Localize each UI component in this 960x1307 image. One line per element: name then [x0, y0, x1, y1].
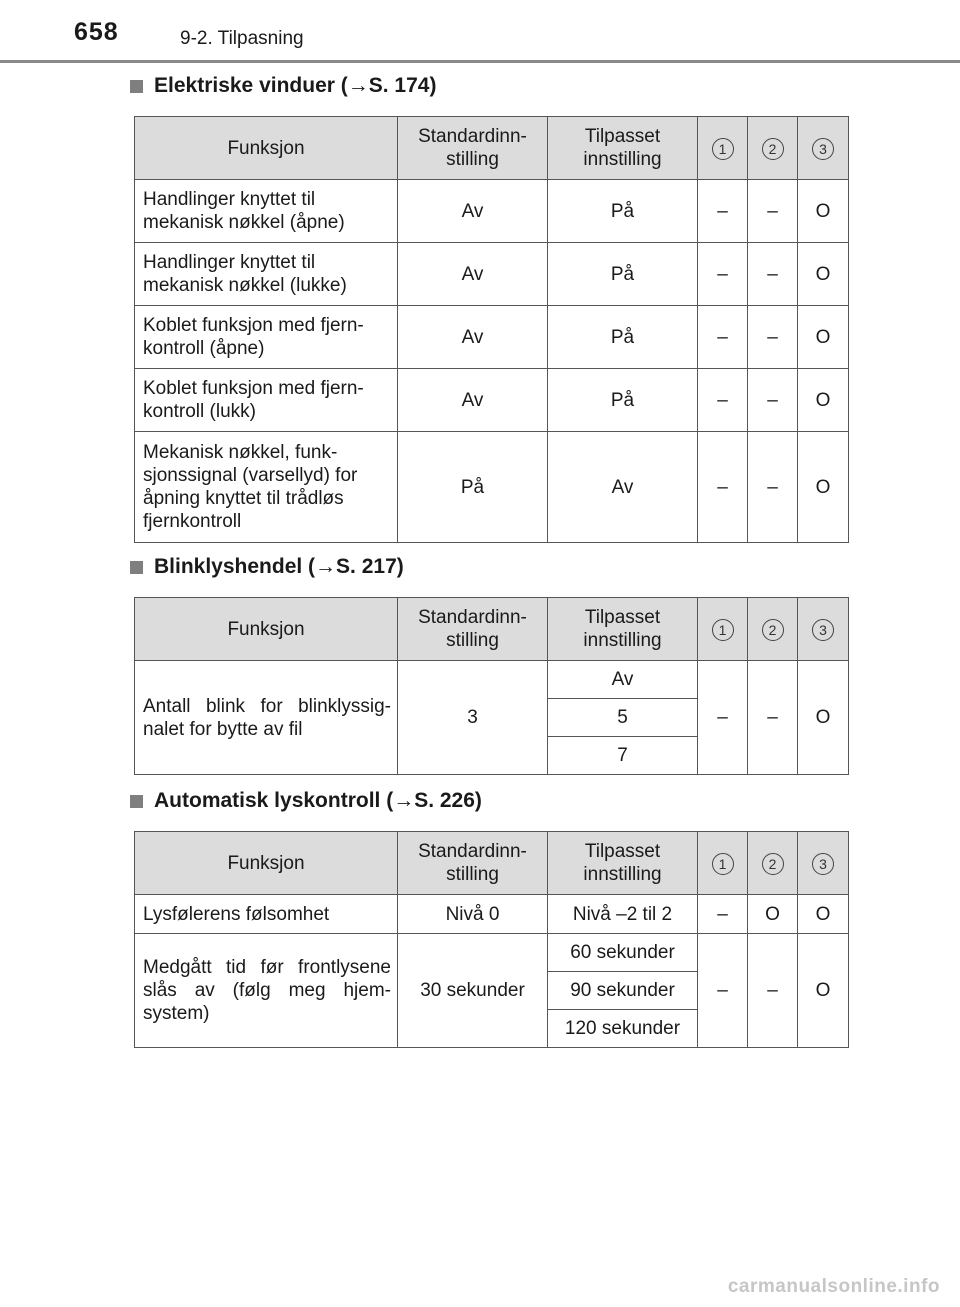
- cell-mark-2: –: [748, 661, 798, 775]
- table-row: [135, 432, 849, 543]
- col-setting-2: [748, 117, 798, 180]
- cell-default: Av: [398, 369, 548, 432]
- section-heading-text: Automatisk lyskontroll (: [154, 789, 394, 812]
- cell-function: Medgått tid før frontlysene slås av (følg meg hjem-system): [135, 934, 398, 1048]
- cell-mark-2: –: [748, 306, 798, 369]
- cell-default: 3: [398, 661, 548, 775]
- circled-1-icon: 1: [712, 619, 734, 641]
- header-rule: [0, 60, 960, 63]
- cell-mark-3: O: [798, 243, 849, 306]
- cell-default: 30 sekunder: [398, 934, 548, 1048]
- col-function: Funksjon: [135, 117, 398, 180]
- col-setting-2: [748, 598, 798, 661]
- col-function: Funksjon: [135, 832, 398, 895]
- col-setting-1: [698, 832, 748, 895]
- table-header-row: [135, 117, 849, 180]
- circled-3-icon: 3: [812, 138, 834, 160]
- circled-2-icon: 2: [762, 619, 784, 641]
- cell-custom: På: [548, 243, 698, 306]
- cell-custom: 120 sekunder: [548, 1010, 698, 1048]
- chapter-title: 9-2. Tilpasning: [180, 28, 304, 49]
- cell-function: Handlinger knyttet til mekanisk nøkkel (lukke): [135, 243, 398, 306]
- cell-function: Koblet funksjon med fjern-kontroll (lukk): [135, 369, 398, 432]
- cell-default: Av: [398, 243, 548, 306]
- arrow-icon: →: [315, 555, 337, 578]
- watermark-text: carmanualsonline.info: [727, 1276, 940, 1297]
- cell-mark-2: –: [748, 934, 798, 1048]
- cell-custom: Nivå –2 til 2: [548, 895, 698, 934]
- section-heading-power-windows: [130, 74, 436, 98]
- cell-custom: 7: [548, 737, 698, 775]
- col-function: Funksjon: [135, 598, 398, 661]
- cell-mark-3: O: [798, 180, 849, 243]
- arrow-icon: →: [393, 789, 415, 812]
- circled-3-icon: 3: [812, 853, 834, 875]
- circled-2-icon: 2: [762, 853, 784, 875]
- cell-custom: 60 sekunder: [548, 934, 698, 972]
- cell-default: Av: [398, 306, 548, 369]
- section-heading-ref: S. 226): [414, 789, 482, 812]
- circled-1-icon: 1: [712, 138, 734, 160]
- cell-mark-1: –: [698, 432, 748, 543]
- cell-custom: Av: [548, 432, 698, 543]
- cell-function: Handlinger knyttet til mekanisk nøkkel (åpne): [135, 180, 398, 243]
- section-heading-text: Blinklyshendel (: [154, 555, 316, 578]
- col-custom: Tilpasset innstilling: [548, 832, 698, 895]
- cell-default: Av: [398, 180, 548, 243]
- col-setting-1: [698, 117, 748, 180]
- cell-mark-2: –: [748, 243, 798, 306]
- table-row: [135, 306, 849, 369]
- col-custom: Tilpasset innstilling: [548, 598, 698, 661]
- col-setting-2: [748, 832, 798, 895]
- cell-mark-1: –: [698, 243, 748, 306]
- cell-mark-2: –: [748, 432, 798, 543]
- table-row: [135, 180, 849, 243]
- cell-default: På: [398, 432, 548, 543]
- col-setting-3: [798, 598, 849, 661]
- cell-function: Antall blink for blinklyssig-nalet for bytte av fil: [135, 661, 398, 775]
- cell-function: Lysfølerens følsomhet: [135, 895, 398, 934]
- table-power-windows: [134, 116, 849, 543]
- cell-custom: Av: [548, 661, 698, 699]
- col-custom: Tilpasset innstilling: [548, 117, 698, 180]
- cell-mark-1: –: [698, 369, 748, 432]
- cell-mark-3: O: [798, 432, 849, 543]
- table-header-row: [135, 832, 849, 895]
- cell-mark-2: –: [748, 180, 798, 243]
- table-row: [135, 243, 849, 306]
- cell-default: Nivå 0: [398, 895, 548, 934]
- col-setting-3: [798, 832, 849, 895]
- page-number: 658: [74, 18, 119, 46]
- cell-custom: På: [548, 369, 698, 432]
- table-header-row: [135, 598, 849, 661]
- cell-mark-1: –: [698, 306, 748, 369]
- bullet-square-icon: [130, 561, 143, 574]
- cell-custom: På: [548, 180, 698, 243]
- circled-1-icon: 1: [712, 853, 734, 875]
- table-row: [135, 369, 849, 432]
- col-setting-3: [798, 117, 849, 180]
- table-row: [135, 661, 849, 699]
- cell-mark-1: –: [698, 661, 748, 775]
- cell-mark-1: –: [698, 180, 748, 243]
- cell-mark-1: –: [698, 934, 748, 1048]
- circled-3-icon: 3: [812, 619, 834, 641]
- cell-mark-3: O: [798, 661, 849, 775]
- col-default: Standardinn- stilling: [398, 598, 548, 661]
- circled-2-icon: 2: [762, 138, 784, 160]
- cell-mark-3: O: [798, 306, 849, 369]
- cell-mark-3: O: [798, 369, 849, 432]
- cell-mark-3: O: [798, 934, 849, 1048]
- cell-function: Mekanisk nøkkel, funk-sjonssignal (varsellyd) for åpning knyttet til trådløs fjernkontroll: [135, 432, 398, 543]
- section-heading-ref: S. 217): [336, 555, 404, 578]
- table-turn-signal: [134, 597, 849, 775]
- cell-custom: På: [548, 306, 698, 369]
- col-setting-1: [698, 598, 748, 661]
- cell-mark-2: –: [748, 369, 798, 432]
- cell-function: Koblet funksjon med fjern-kontroll (åpne): [135, 306, 398, 369]
- cell-custom: 90 sekunder: [548, 972, 698, 1010]
- col-default: Standardinn- stilling: [398, 117, 548, 180]
- cell-mark-3: O: [798, 895, 849, 934]
- bullet-square-icon: [130, 795, 143, 808]
- section-heading-text: Elektriske vinduer (: [154, 74, 348, 97]
- cell-mark-2: O: [748, 895, 798, 934]
- table-row: [135, 895, 849, 934]
- col-default: Standardinn- stilling: [398, 832, 548, 895]
- table-auto-light: [134, 831, 849, 1048]
- bullet-square-icon: [130, 80, 143, 93]
- section-heading-turn-signal: [130, 555, 404, 579]
- page-header: [0, 0, 960, 62]
- section-heading-auto-light: [130, 789, 482, 813]
- arrow-icon: →: [347, 74, 369, 97]
- cell-custom: 5: [548, 699, 698, 737]
- cell-mark-1: –: [698, 895, 748, 934]
- table-row: [135, 934, 849, 972]
- section-heading-ref: S. 174): [368, 74, 437, 97]
